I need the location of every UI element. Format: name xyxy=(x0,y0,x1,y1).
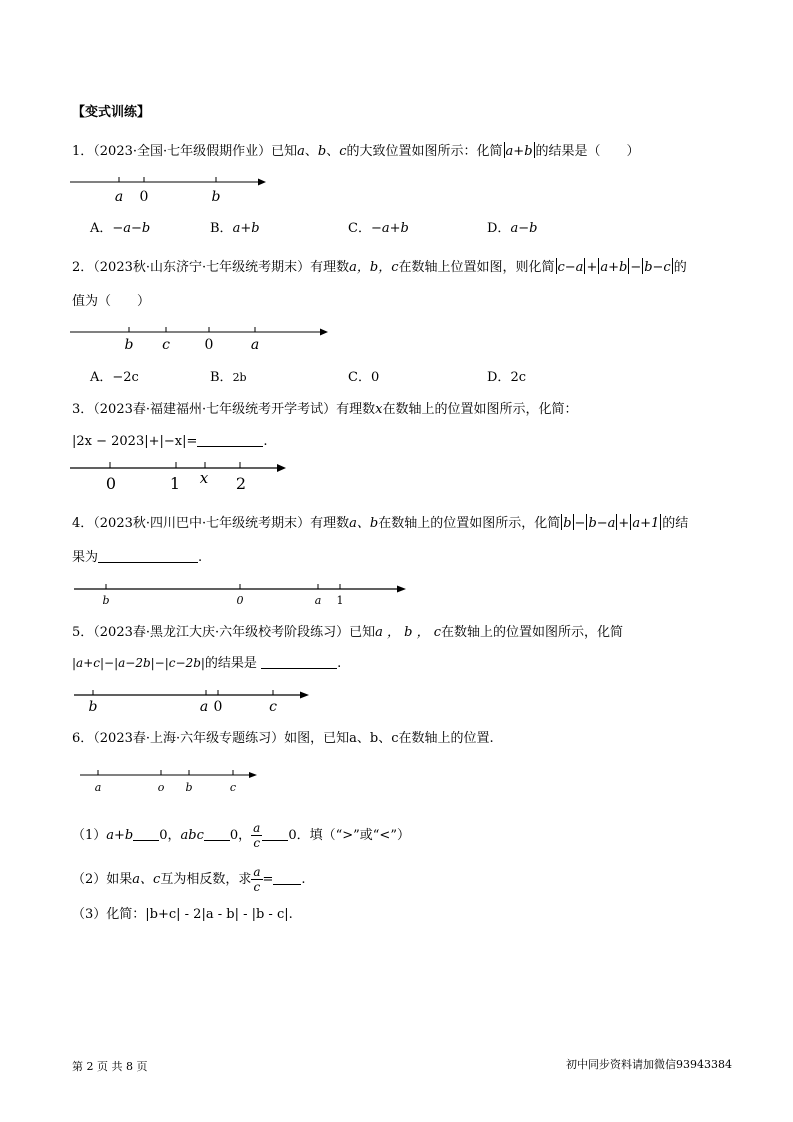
q1-var-b: b xyxy=(317,144,327,159)
q5-vars: a ， b ， c xyxy=(375,625,442,640)
q4-stem-post: 的结 xyxy=(662,516,689,531)
q2-stem-mid: 在数轴上位置如图，则化简 xyxy=(398,260,555,275)
q4-stem-line2 xyxy=(72,550,202,566)
q6-axis-label-c: c xyxy=(229,781,237,794)
q1-axis-label-a: a xyxy=(114,189,124,205)
q4-stem-mid: 在数轴上的位置如图所示，化简 xyxy=(378,516,561,531)
q2-option-a[interactable] xyxy=(90,370,139,386)
q2-axis-label-b: b xyxy=(124,337,134,353)
fraction-denominator: c xyxy=(253,836,261,850)
q1-option-a[interactable] xyxy=(90,221,150,237)
q4-abs-expr-2: b−a xyxy=(588,516,616,531)
option-text: −a−b xyxy=(112,221,151,236)
q5-axis-label-0: 0 xyxy=(213,699,223,715)
q5-stem xyxy=(72,625,623,641)
q3-stem-post: 在数轴上的位置如图所示，化简： xyxy=(382,402,578,417)
option-text: −a+b xyxy=(370,221,409,236)
q3-expr-end: . xyxy=(263,434,268,449)
q2-axis-label-0: 0 xyxy=(204,337,214,353)
q4-line2-text: 果为 xyxy=(72,550,99,565)
q6-sub1-blank3[interactable] xyxy=(262,840,288,841)
q3-axis-label-0: 0 xyxy=(105,474,117,493)
q6-sub1-expr2: abc xyxy=(180,828,204,843)
q6-sub3: （3）化简：|b+c| - 2|a - b| - |b - c|. xyxy=(72,907,293,922)
q5-stem-post: 在数轴上的位置如图所示，化简 xyxy=(441,625,624,640)
q5-expression xyxy=(72,656,341,672)
q5-answer-blank[interactable] xyxy=(261,668,337,669)
option-letter: A． xyxy=(90,370,113,385)
q1-var-a: a xyxy=(297,144,305,159)
q6-sub2-prefix: （2）如果 xyxy=(72,872,133,887)
q6-sub2-blank[interactable] xyxy=(273,884,301,885)
option-letter: D． xyxy=(487,221,511,236)
q6-sub1-blank2[interactable] xyxy=(204,840,230,841)
q1-sep1: 、 xyxy=(304,144,318,159)
q1-axis-label-0: 0 xyxy=(139,189,149,205)
q5-expr: |a+c|−|a−2b|−|c−2b| xyxy=(72,656,205,670)
q4-line2-end: . xyxy=(198,550,203,565)
q6-axis-label-b: b xyxy=(185,781,193,794)
q4-axis-label-0: 0 xyxy=(236,594,244,607)
q1-stem-mid: 的大致位置如图所示：化简 xyxy=(346,144,503,159)
q6-axis-label-a: a xyxy=(94,781,102,794)
q3-var-x: x xyxy=(375,402,383,417)
q3-expression xyxy=(72,434,268,450)
promo-text: 初中同步资料请加微信93943384 xyxy=(566,1058,732,1071)
q2-stem-post: 的 xyxy=(673,260,687,275)
q6-sub1 xyxy=(72,822,410,849)
q3-axis-label-1: 1 xyxy=(169,474,181,493)
option-letter: A． xyxy=(90,221,113,236)
page-number: 第 2 页 共 8 页 xyxy=(72,1060,148,1073)
q6-fraction-a-over-c xyxy=(251,822,262,849)
q6-sub1-blank1[interactable] xyxy=(133,840,159,841)
q2-option-b[interactable] xyxy=(210,370,247,386)
q1-option-c[interactable] xyxy=(348,221,409,237)
q3-axis-label-2: 2 xyxy=(235,474,247,493)
option-text: −2c xyxy=(112,370,139,385)
q2-axis-label-c: c xyxy=(162,337,170,353)
q6-sub1-zero1: 0， xyxy=(159,828,181,843)
fraction-numerator: a xyxy=(253,821,261,835)
q4-stem-pre: 4．（2023秋·四川巴中·七年级统考期末）有理数 xyxy=(72,516,350,531)
q4-answer-blank[interactable] xyxy=(98,562,198,563)
fraction-denominator: c xyxy=(253,880,261,894)
q2-option-d[interactable] xyxy=(487,370,526,386)
q1-option-b[interactable] xyxy=(210,221,260,237)
q4-axis-label-b: b xyxy=(102,594,110,607)
section-title: 【变式训练】 xyxy=(72,105,151,120)
q1-var-c: c xyxy=(339,144,347,159)
q2-option-c[interactable] xyxy=(348,370,379,386)
q6-sub1-expr1: a+b xyxy=(106,828,134,843)
q6-sub2 xyxy=(72,866,306,893)
q3-axis-label-x: x xyxy=(199,469,209,487)
q6-number-line xyxy=(78,766,268,796)
q5-number-line xyxy=(72,686,322,716)
q1-stem xyxy=(72,142,640,160)
q2-stem: 2．（2023秋·山东济宁·七年级统考期末）有理数a，b，c在数轴上位置如图，则化简 c−a + a+b − b−c 的 xyxy=(72,260,687,275)
q2-axis-label-a: a xyxy=(250,337,260,353)
option-letter: C． xyxy=(348,370,371,385)
q6-sub1-prefix: （1） xyxy=(72,828,107,843)
q3-stem xyxy=(72,402,577,418)
q5-axis-label-c: c xyxy=(269,699,277,715)
q5-axis-label-b: b xyxy=(88,699,98,715)
q5-line2-post: 的结果是 xyxy=(204,656,257,671)
option-letter: B． xyxy=(210,370,233,385)
option-letter: D． xyxy=(487,370,511,385)
q6-sub1-zero2: 0， xyxy=(229,828,252,843)
q4-axis-label-1: 1 xyxy=(336,594,344,607)
q6-sub2-vars: a、c xyxy=(132,872,161,887)
q1-axis-label-b: b xyxy=(211,189,221,205)
option-text: 0 xyxy=(370,370,380,385)
q6-sub2-end: . xyxy=(301,872,306,887)
q6-stem: 6．（2023春·上海·六年级专题练习）如图，已知a、b、c在数轴上的位置. xyxy=(72,731,494,746)
q5-axis-label-a: a xyxy=(199,699,209,715)
option-text: 2b xyxy=(232,371,247,384)
q1-stem-post: 的结果是（ ） xyxy=(535,144,640,159)
q4-axis-label-a: a xyxy=(314,594,322,607)
q2-abs-expr-3: b−c xyxy=(644,260,671,275)
q4-vars: a、b xyxy=(349,516,379,531)
q2-number-line xyxy=(68,322,338,356)
q2-stem-pre: 2．（2023秋·山东济宁·七年级统考期末）有理数 xyxy=(72,260,350,275)
fraction-numerator: a xyxy=(253,865,261,879)
q6-sub2-equals: = xyxy=(262,872,274,887)
q1-number-line xyxy=(68,172,278,206)
q4-abs-expr-1: b xyxy=(563,516,572,531)
option-text: a+b xyxy=(232,221,260,236)
q2-vars: a，b，c xyxy=(349,260,399,275)
q6-axis-label-o: o xyxy=(157,781,165,794)
option-text: a−b xyxy=(510,221,538,236)
q3-expr: |2x − 2023|+|−x|= xyxy=(72,434,198,449)
option-letter: C． xyxy=(348,221,371,236)
q3-stem-pre: 3．（2023春·福建福州·七年级统考开学考试）有理数 xyxy=(72,402,376,417)
q6-sub2-fraction xyxy=(251,866,262,893)
q4-stem: 4．（2023秋·四川巴中·七年级统考期末）有理数a、b在数轴上的位置如图所示，化简 b − b−a + a+1 的结 xyxy=(72,516,689,531)
q1-stem-pre: 1．（2023·全国·七年级假期作业）已知 xyxy=(72,144,298,159)
q1-sep2: 、 xyxy=(326,144,340,159)
option-text: 2c xyxy=(510,370,526,385)
q6-sub1-tail: 0．填（“>”或“<”） xyxy=(288,828,410,843)
q4-abs-expr-3: a+1 xyxy=(632,516,660,531)
q1-expr: a+b xyxy=(505,144,533,159)
q4-number-line xyxy=(72,580,412,610)
q6-sub2-mid: 互为相反数，求 xyxy=(160,872,252,887)
q2-abs-expr-2: a+b xyxy=(600,260,628,275)
q3-number-line xyxy=(68,458,298,494)
option-letter: B． xyxy=(210,221,233,236)
q5-line2-end: . xyxy=(337,656,342,671)
q5-stem-pre: 5．（2023春·黑龙江大庆·六年级校考阶段练习）已知 xyxy=(72,625,376,640)
q2-abs-expr-1: c−a xyxy=(557,260,584,275)
q1-option-d[interactable] xyxy=(487,221,537,237)
q3-answer-blank[interactable] xyxy=(197,446,263,447)
q2-stem-line2: 值为（ ） xyxy=(72,294,151,309)
